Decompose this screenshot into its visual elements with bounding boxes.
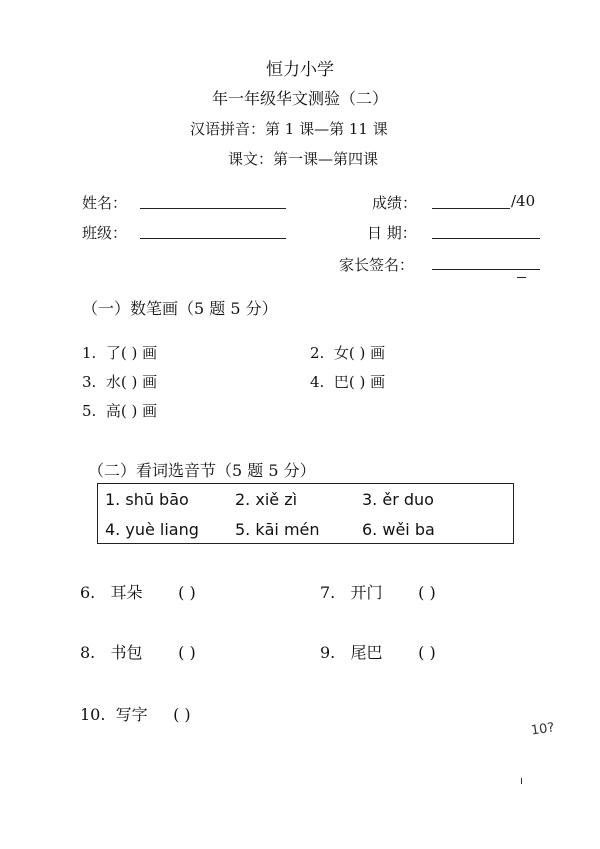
pinyin-option-4: 4. yuè liang	[105, 520, 199, 539]
question-char: 女	[333, 344, 349, 362]
question-number: 7.	[320, 583, 336, 602]
answer-blank[interactable]: ( )	[120, 402, 138, 420]
vocab-question-6	[80, 580, 196, 603]
question-char: 了	[105, 344, 121, 362]
answer-blank[interactable]: ( )	[173, 705, 191, 724]
section2-heading: （二）看词选音节（5 题 5 分）	[88, 461, 316, 480]
vocab-question-10	[80, 702, 191, 725]
stray-mark	[517, 277, 526, 278]
stroke-question-3	[82, 371, 157, 392]
question-number: 9.	[320, 643, 336, 662]
name-field-line[interactable]	[140, 208, 286, 209]
class-label: 班级：	[82, 224, 128, 242]
stray-dot	[521, 778, 522, 784]
question-word: 写字	[115, 705, 148, 724]
answer-blank[interactable]: ( )	[178, 643, 196, 662]
answer-blank[interactable]: ( )	[120, 373, 138, 391]
pinyin-range: 汉语拼音：第 1 课—第 11 课	[190, 120, 388, 138]
stroke-question-5	[82, 400, 157, 421]
question-number: 2.	[310, 344, 325, 362]
answer-blank[interactable]: ( )	[178, 583, 196, 602]
pinyin-option-6: 6. wěi ba	[362, 520, 435, 539]
question-number: 8.	[80, 643, 96, 662]
date-field-line[interactable]	[432, 238, 540, 239]
question-char: 水	[105, 373, 121, 391]
answer-blank[interactable]: ( )	[348, 373, 366, 391]
unit-label: 画	[370, 373, 386, 391]
parent-signature-label: 家长签名：	[339, 256, 415, 274]
pinyin-option-5: 5. kāi mén	[235, 520, 320, 539]
stroke-question-2	[310, 342, 385, 363]
question-word: 开门	[350, 583, 383, 602]
question-number: 6.	[80, 583, 96, 602]
date-label: 日 期：	[367, 224, 417, 242]
question-char: 巴	[333, 373, 349, 391]
pinyin-option-1: 1. shū bāo	[105, 490, 189, 509]
stroke-question-4	[310, 371, 385, 392]
answer-blank[interactable]: ( )	[418, 643, 436, 662]
score-field-line[interactable]	[432, 208, 510, 209]
question-number: 5.	[82, 402, 97, 420]
class-field-line[interactable]	[140, 238, 286, 239]
test-title: 年一年级华文测验（二）	[211, 89, 388, 108]
school-name: 恒力小学	[266, 60, 334, 80]
score-total: /40	[511, 192, 536, 210]
question-number: 3.	[82, 373, 97, 391]
section1-heading: （一）数笔画（5 题 5 分）	[82, 299, 278, 318]
unit-label: 画	[142, 344, 158, 362]
pinyin-options-box	[97, 483, 514, 544]
question-number: 4.	[310, 373, 325, 391]
unit-label: 画	[142, 373, 158, 391]
answer-blank[interactable]: ( )	[348, 344, 366, 362]
question-word: 耳朵	[110, 583, 143, 602]
text-range: 课文：第一课—第四课	[228, 150, 379, 168]
vocab-question-9	[320, 640, 436, 663]
name-label: 姓名：	[82, 194, 128, 212]
answer-blank[interactable]: ( )	[418, 583, 436, 602]
answer-blank[interactable]: ( )	[120, 344, 138, 362]
question-char: 高	[105, 402, 121, 420]
stroke-question-1	[82, 342, 157, 363]
unit-label: 画	[142, 402, 158, 420]
question-number: 1.	[82, 344, 97, 362]
question-word: 书包	[110, 643, 143, 662]
question-word: 尾巴	[350, 643, 383, 662]
handwritten-mark: 10?	[530, 720, 556, 739]
pinyin-option-2: 2. xiě zì	[235, 490, 298, 509]
vocab-question-7	[320, 580, 436, 603]
score-label: 成绩：	[372, 194, 418, 212]
pinyin-option-3: 3. ěr duo	[362, 490, 434, 509]
signature-field-line[interactable]	[432, 269, 540, 270]
question-number: 10.	[80, 705, 106, 724]
unit-label: 画	[370, 344, 386, 362]
vocab-question-8	[80, 640, 196, 663]
